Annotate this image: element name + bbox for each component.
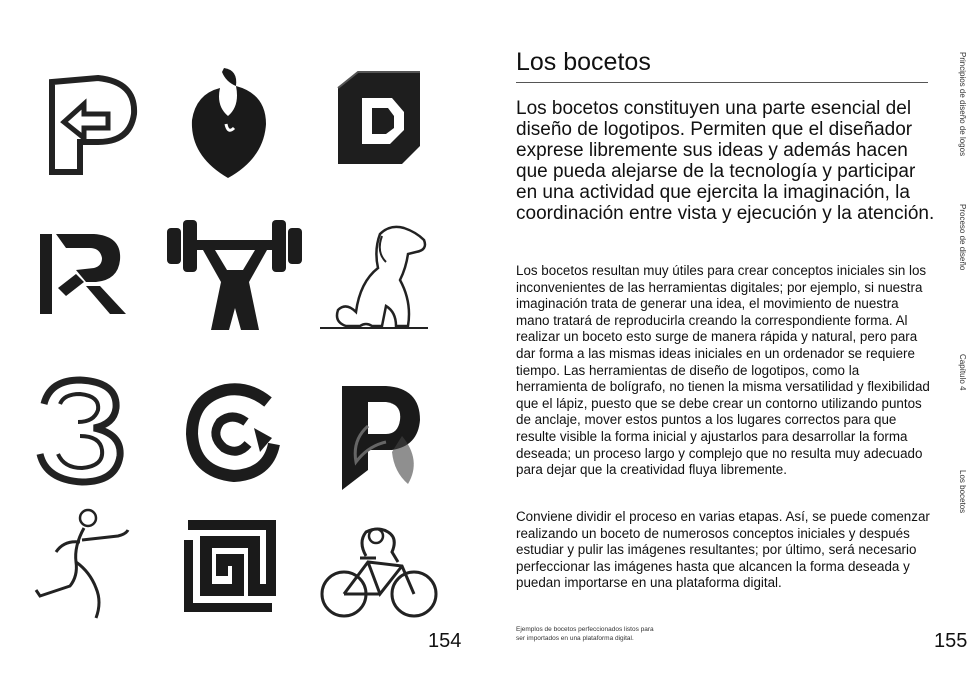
weightlifter-sketch	[163, 210, 306, 334]
side-nav-topic: Los bocetos	[958, 470, 967, 514]
dog-sketch	[316, 222, 432, 332]
side-nav-chapter: Capítulo 4	[958, 354, 967, 391]
lead-paragraph: Los bocetos constituyen una parte esencial del diseño de logotipos. Permiten que el diseñador exprese libremente sus ideas y además hacen que pueda alejarse de la tecnología y participar en una actividad que ejercita la imaginación, la coordinación entre vista y ejecución y la atención.	[516, 98, 935, 224]
cyclist-sketch	[318, 522, 440, 622]
side-nav-book-title: Principios de diseño de logos	[958, 52, 967, 157]
three-sketch	[34, 374, 128, 486]
body-paragraph-2: Conviene dividir el proceso en varias etapas. Así, se puede comenzar realizando un boceto de numerosos conceptos iniciales y después estudiar y pulir las imágenes resultantes; por último, será necesario perfeccionar las imágenes hasta que alcancen la forma deseada y puedan importarse en una plataforma digital.	[516, 509, 930, 591]
right-page-number: 155	[934, 630, 968, 652]
swirl-sketch	[184, 382, 280, 482]
title-divider	[516, 82, 928, 83]
page-title: Los bocetos	[516, 48, 651, 76]
body-paragraph-1: Los bocetos resultan muy útiles para crear conceptos iniciales sin los inconvenientes de las herramientas digitales; por ejemplo, si nuestra imaginación trata de generar una idea, el movimiento de nuestra mano tratará de reproducirla creando la correspondiente forma. Al realizar un boceto esto surge de manera rápida y natural, pero para dar forma a las mismas ideas iniciales en un ordenador se requiere tiempo. Las herramientas de diseño de logotipos, como la herramienta de bolígrafo, no tienen la misma versatilidad y flexibilidad que el lápiz, puesto que se debe crear un contorno utilizando puntos de anclaje, mover estos puntos a los lugares correctos para que resulte visible la forma inicial y ajustarlos para desarrollar la forma deseada; un proceso largo y complejo que no resulta muy adecuado para dejar que la creatividad fluya libremente.	[516, 263, 930, 478]
flame-sketch	[186, 64, 270, 182]
r-sketch	[36, 230, 128, 316]
p-arrow-sketch	[38, 68, 143, 180]
p-leaf-sketch	[338, 380, 424, 492]
figure-caption: Ejemplos de bocetos perfeccionados listos para ser importados en una plataforma digital.	[516, 626, 654, 642]
side-nav-section: Proceso de diseño	[958, 204, 967, 271]
spiral-square-sketch	[184, 520, 276, 612]
runner-sketch	[30, 506, 132, 622]
cube-d-sketch	[332, 68, 424, 168]
left-page-number: 154	[428, 630, 462, 652]
